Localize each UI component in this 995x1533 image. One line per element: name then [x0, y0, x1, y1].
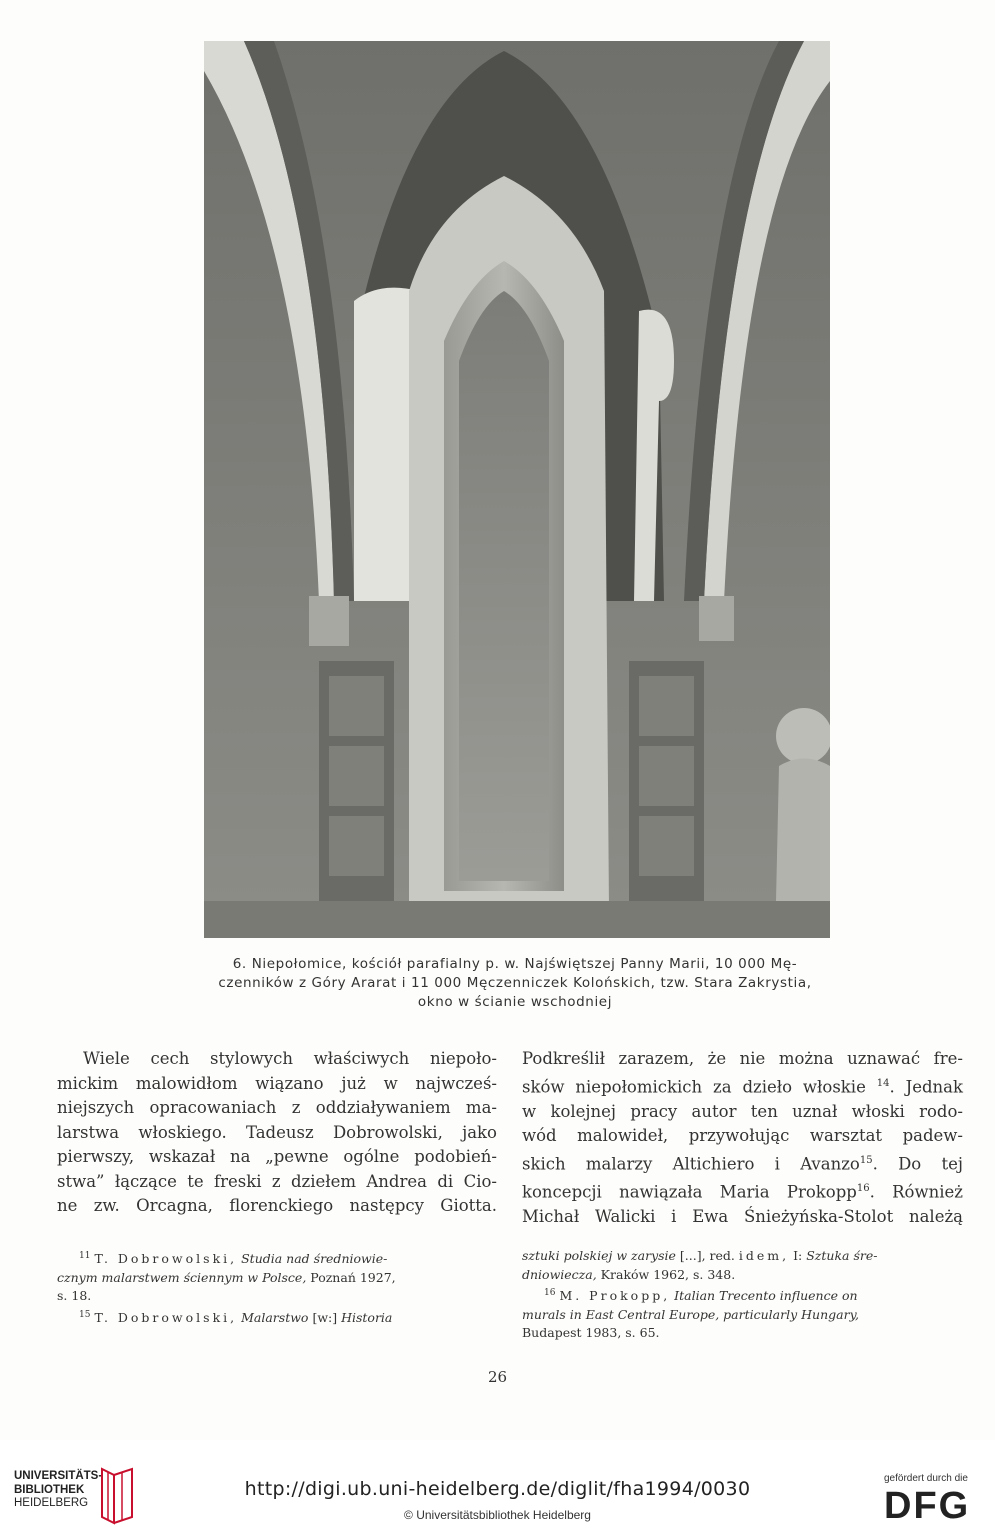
text-line: niejszych opracowaniach z oddziaływaniem ma- [57, 1098, 497, 1117]
text-line: larstwa włoskiego. Tadeusz Dobrowolski, jako [57, 1122, 497, 1142]
dfg-logo: DFG [884, 1485, 971, 1527]
footnote-publication: Poznań 1927, [310, 1269, 396, 1285]
text-segment: skich malarzy Altichiero i Avanzo [522, 1154, 860, 1173]
figure-caption [170, 955, 860, 1012]
library-name-line: UNIVERSITÄTS- [14, 1470, 103, 1482]
footnote-16 [522, 1284, 965, 1306]
footnote-text: I: [793, 1248, 803, 1263]
footnote-title: cznym malarstwem ściennym w Polsce, [57, 1269, 307, 1285]
footnote-number: 15 [79, 1309, 91, 1320]
footnote-text: [...], red. [679, 1248, 735, 1263]
footnote-idem: idem, [738, 1248, 790, 1263]
footnote-title: Sztuka śre- [806, 1248, 878, 1263]
footnote-publication: Kraków 1962, s. 348. [600, 1266, 736, 1282]
text-segment: koncepcji nawiązała Maria Prokopp [522, 1182, 857, 1201]
footnote-15-cont [522, 1266, 965, 1285]
text-line: Michał Walicki i Ewa Śnieżyńska-Stolot należą [522, 1206, 963, 1226]
fresco-window-photograph [204, 41, 830, 938]
footnote-in: [w:] [312, 1309, 338, 1325]
footnote-publication: Budapest 1983, s. 65. [522, 1325, 660, 1341]
caption-line: 6. Niepołomice, kościół parafialny p. w. Najświętszej Panny Marii, 10 000 Mę- [232, 956, 798, 972]
footnote-title: Malarstwo [241, 1309, 309, 1325]
text-line: ne zw. Orcagna, florenckiego następcy Giotta. [57, 1196, 497, 1215]
caption-line: czenników z Góry Ararat i 11 000 Męczenniczek Kolońskich, tzw. Stara Zakrystia, [218, 975, 812, 991]
footnote-title: sztuki polskiej w zarysie [522, 1248, 676, 1263]
footnote-title: murals in East Central Europe, particularly Hungary, [522, 1306, 859, 1322]
text-line: Wiele cech stylowych właściwych niepoło- [83, 1049, 497, 1068]
text-line: wód malowideł, przywołując warsztat padew- [522, 1126, 963, 1145]
footnote-title: Italian Trecento influence on [674, 1288, 858, 1304]
funding-label: gefördert durch die [884, 1473, 968, 1484]
text-line-with-footnote [522, 1149, 963, 1177]
footnote-11-cont [57, 1269, 497, 1288]
footnote-author: T. Dobrowolski, [94, 1251, 238, 1267]
text-line: w kolejnej pracy autor ten uznał włoski rodo- [522, 1101, 963, 1121]
footnote-ref: 14 [876, 1077, 890, 1089]
footnote-15 [57, 1306, 497, 1328]
text-line: stwa” łączące te freski z dziełem Andrea di Cio- [57, 1171, 497, 1191]
text-segment: sków niepołomickich za dzieło włoskie [522, 1077, 877, 1096]
footnote-title: Studia nad średniowie- [241, 1251, 388, 1267]
library-name-line: BIBLIOTHEK [14, 1483, 85, 1496]
text-segment: . Do tej [872, 1154, 963, 1173]
footnote-author: M. Prokopp, [559, 1288, 671, 1304]
text-segment: . Jednak [889, 1077, 963, 1096]
footnote-series: Historia [341, 1309, 393, 1325]
caption-line: okno w ścianie wschodniej [417, 994, 613, 1010]
body-column-right [522, 1047, 963, 1229]
library-name-line: HEIDELBERG [14, 1497, 89, 1509]
footnote-11 [57, 1247, 497, 1269]
text-line: pierwszy, wskazał na „pewne ogólne podobień- [57, 1147, 497, 1166]
copyright-notice: © Universitätsbibliothek Heidelberg [404, 1508, 591, 1522]
gothic-window-image [204, 41, 830, 938]
text-segment: . Również [869, 1182, 963, 1201]
footnote-15-cont [522, 1247, 965, 1266]
footnote-number: 11 [79, 1251, 91, 1261]
footnote-ref: 16 [856, 1182, 870, 1194]
text-line-with-footnote [522, 1177, 963, 1205]
text-line: mickim malowidłom wiązano już w najwcześ- [57, 1073, 497, 1093]
footnotes-left [57, 1247, 497, 1327]
page-number: 26 [487, 1368, 508, 1386]
text-line: Podkreślił zarazem, że nie można uznawać fre- [522, 1049, 963, 1068]
footnote-pages: s. 18. [57, 1288, 92, 1304]
body-column-left [57, 1047, 497, 1219]
footnote-author: T. Dobrowolski, [94, 1309, 238, 1325]
footnote-ref: 15 [859, 1154, 873, 1166]
text-line-with-footnote [522, 1072, 963, 1100]
footnotes-right [522, 1247, 965, 1343]
footnote-number: 16 [544, 1288, 556, 1298]
footnote-title: dniowiecza, [522, 1266, 597, 1282]
permalink-url[interactable]: http://digi.ub.uni-heidelberg.de/diglit/fha1994/0030 [244, 1478, 751, 1500]
